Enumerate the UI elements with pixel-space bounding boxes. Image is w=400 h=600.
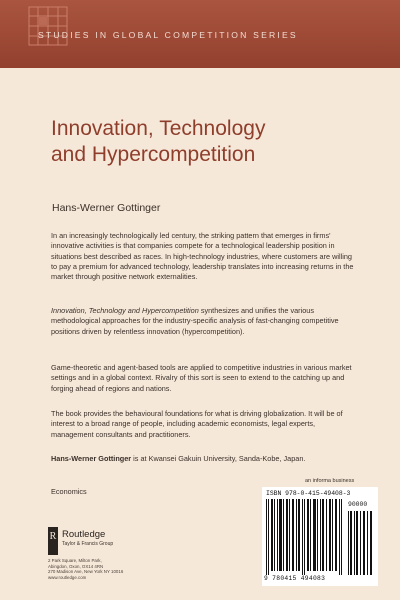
price-barcode-image — [348, 511, 374, 575]
series-title: STUDIES IN GLOBAL COMPETITION SERIES — [38, 30, 298, 40]
barcode-panel — [262, 487, 378, 586]
book-title-line-1: Innovation, Technology — [51, 117, 266, 140]
address-line: 270 Madison Ave, New York NY 10016 — [48, 569, 124, 575]
ean-number: 9 780415 494083 — [264, 575, 326, 582]
svg-text:R: R — [49, 531, 57, 542]
series-band — [0, 0, 400, 68]
blurb-paragraph-2 — [51, 306, 356, 337]
book-title-line-2: and Hypercompetition — [51, 143, 256, 166]
routledge-logo-icon — [48, 527, 58, 555]
series-grid-logo — [28, 6, 68, 46]
author-bio-name: Hans-Werner Gottinger — [51, 454, 132, 463]
blurb-paragraph-1: In an increasingly technologically led century, the striking pattern that emerges in firms' innovative activities is that companies compete for a technological leadership position in situations best described as races. In high-technology industries, where customers are willing to pay a premium for advanced technology, leadership translates into increasing returns in the market through positive network externalities. — [51, 231, 354, 282]
author-bio — [51, 454, 356, 464]
book-author: Hans-Werner Gottinger — [52, 202, 161, 214]
blurb-paragraph-4: The book provides the behavioural foundations for what is driving globalization. It will be of interest to a broad range of people, including academic economists, legal experts, management consultants and practitioners. — [51, 409, 343, 439]
blurb-title-mention: Innovation, Technology and Hypercompetition — [51, 306, 199, 315]
publisher-address — [48, 558, 198, 580]
subject-category: Economics — [51, 487, 87, 496]
isbn-text: ISBN 978-0-415-49408-3 — [266, 490, 351, 497]
barcode-image — [266, 499, 346, 575]
blurb-paragraph-2-text: synthesizes and unifies the various methodological approaches for the industry-specific analysis of fast-changing competitive positions driven by relentless innovation (hypercompetition). — [51, 306, 339, 336]
book-title — [51, 116, 371, 168]
address-line: www.routledge.com — [48, 574, 87, 580]
blurb-paragraph-3: Game-theoretic and agent-based tools are applied to competitive industries in various market settings and in a global context. Rivalry of this sort is seen to extend to the catching up and forging ahead of regions and nations. — [51, 363, 352, 393]
publisher-group: Taylor & Francis Group — [62, 541, 114, 547]
address-line: Abingdon, Oxon, OX14 4RN — [48, 563, 104, 569]
price-code: 90000 — [348, 501, 368, 508]
informa-tagline: an informa business — [305, 478, 355, 484]
author-bio-text: is at Kwansei Gakuin University, Sanda-Kobe, Japan. — [131, 454, 306, 463]
publisher-name: Routledge — [62, 529, 106, 540]
address-line: 2 Park Square, Milton Park, — [48, 558, 102, 563]
